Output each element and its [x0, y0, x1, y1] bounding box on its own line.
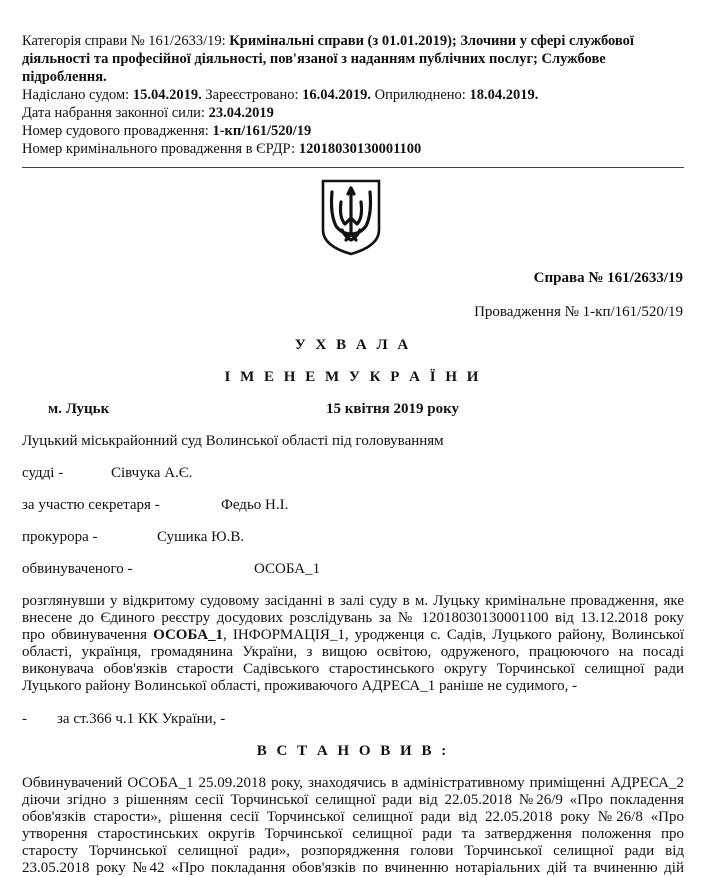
article-dash: - [22, 711, 27, 727]
case-description-line: внесене до Єдиного реєстру досудових розслідувань за № 12018030130001100 від 13.12.2018 року [22, 610, 684, 626]
sent-date: 15.04.2019. [132, 87, 202, 103]
findings-line: утворення старостинських округів Торчинської селищної ради та затвердження положення про [22, 826, 684, 842]
findings-line: Обвинувачений ОСОБА_1 25.09.2018 року, знаходячись в адміністративному приміщенні АДРЕСА_2 [22, 775, 684, 791]
judge-label: судді - [22, 465, 64, 481]
erdr-line [22, 140, 421, 158]
court-proceeding-label: Номер судового провадження: [22, 123, 209, 139]
findings-line: обов'язків старости», рішення сесії Торчинської селищної ради від 22.05.2018 року №26/8 «Про [22, 809, 684, 825]
prosecutor-name: Сушика Ю.В. [157, 529, 245, 545]
secretary-name: Федьо Н.І. [221, 497, 289, 513]
accused-name: ОСОБА_1 [254, 561, 321, 577]
proceeding-number: Провадження № 1-кп/161/520/19 [474, 304, 683, 320]
registered-label: Зареєстровано: [205, 87, 299, 103]
dates-line [22, 86, 538, 104]
effective-label: Дата набрання законної сили: [22, 105, 205, 121]
prosecutor-label: прокурора - [22, 529, 98, 545]
header-divider [22, 167, 684, 168]
case-description [22, 593, 684, 695]
city: м. Луцьк [48, 401, 110, 417]
findings-line: 23.05.2018 року №42 «Про покладання обов'язків по вчиненню нотаріальних дій та вчиненню дій [22, 860, 684, 876]
document-title: У Х В А Л А [294, 337, 412, 353]
accused-name-bold: ОСОБА_1 [153, 627, 224, 643]
court-intro: Луцький міськрайонний суд Волинської області під головуванням [22, 433, 444, 449]
charge-details: , ІНФОРМАЦІЯ_1, уродженця с. Садів, Луцького району, Волинської [223, 627, 684, 643]
case-description-line: виконувача обов'язків старости Садівського старостинського округу Торчинської селищної ради [22, 661, 684, 677]
case-description-line: Луцького району Волинської області, проживаючого АДРЕСА_1 раніше не судимого, - [22, 678, 578, 694]
trident-icon [320, 178, 382, 256]
established-heading: В С Т А Н О В И В : [256, 743, 450, 759]
court-proceeding-number: 1-кп/161/520/19 [212, 123, 312, 139]
findings-line: діючи згідно з рішенням сесії Торчинської селищної ради від 22.05.2018 №26/9 «Про покладення [22, 792, 684, 808]
category-line-3: підроблення. [22, 69, 107, 85]
category-value: Кримінальні справи (з 01.01.2019); Злочини у сфері службової [229, 33, 634, 49]
case-number: Справа № 161/2633/19 [533, 270, 683, 286]
erdr-number: 12018030130001100 [298, 141, 422, 157]
judge-name: Сівчука А.Є. [111, 465, 193, 481]
findings-line: старосту Торчинської селищної ради», розпорядження голови Торчинської селищної ради від [22, 843, 684, 859]
category-line-2: діяльності та професійної діяльності, пов'язаної з наданням публічних послуг; Службове [22, 51, 606, 67]
effective-date: 23.04.2019 [208, 105, 274, 121]
category-line-1 [22, 32, 634, 50]
accused-label: обвинуваченого - [22, 561, 133, 577]
published-label: Оприлюднено: [374, 87, 466, 103]
case-description-line: області, українця, громадянина України, з вищою освітою, одруженого, працюючого на посаді [22, 644, 684, 660]
document-subtitle: І М Е Н Е М У К Р А Ї Н И [224, 369, 482, 385]
charge-prefix: про обвинувачення [22, 627, 154, 643]
case-description-line [22, 627, 684, 644]
court-proceeding-line [22, 122, 311, 140]
article: за ст.366 ч.1 КК України, - [57, 711, 226, 727]
findings [22, 775, 684, 877]
decision-date: 15 квітня 2019 року [326, 401, 460, 417]
category-label: Категорія справи № 161/2633/19: [22, 33, 226, 49]
secretary-label: за участю секретаря - [22, 497, 160, 513]
sent-label: Надіслано судом: [22, 87, 130, 103]
published-date: 18.04.2019. [469, 87, 539, 103]
case-description-line: розглянувши у відкритому судовому засіданні в залі суду в м. Луцьку кримінальне провадження, яке [22, 593, 684, 609]
effective-date-line [22, 104, 274, 122]
registered-date: 16.04.2019. [302, 87, 372, 103]
erdr-label: Номер кримінального провадження в ЄРДР: [22, 141, 296, 157]
